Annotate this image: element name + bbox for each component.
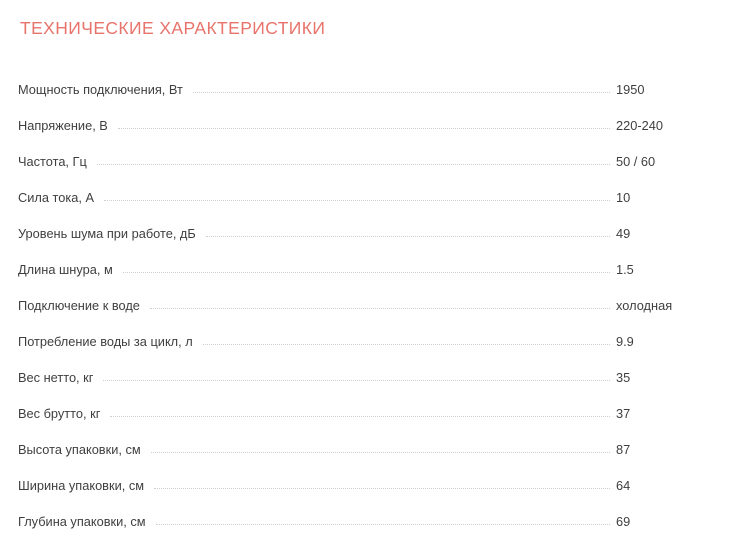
dot-leader (154, 488, 610, 489)
spec-label: Вес брутто, кг (18, 405, 101, 421)
dot-leader (103, 380, 610, 381)
spec-label: Напряжение, В (18, 117, 108, 133)
dot-leader (123, 272, 610, 273)
dot-leader (193, 92, 610, 93)
spec-label: Длина шнура, м (18, 261, 113, 277)
dot-leader (151, 452, 610, 453)
table-row (18, 385, 710, 421)
spec-value: 10 (616, 189, 631, 205)
spec-label: Мощность подключения, Вт (18, 81, 183, 97)
spec-value: холодная (616, 297, 673, 313)
spec-value: 37 (616, 405, 631, 421)
table-row (18, 133, 710, 169)
spec-label: Частота, Гц (18, 153, 87, 169)
spec-label: Ширина упаковки, см (18, 477, 145, 493)
table-row (18, 493, 710, 529)
spec-label: Сила тока, А (18, 189, 95, 205)
table-row (18, 61, 710, 97)
spec-value: 35 (616, 369, 631, 385)
dot-leader (110, 416, 610, 417)
spec-label: Уровень шума при работе, дБ (18, 225, 196, 241)
spec-value: 220-240 (616, 117, 663, 133)
spec-label: Глубина упаковки, см (18, 513, 146, 529)
table-row (18, 205, 710, 241)
dot-leader (104, 200, 610, 201)
spec-label: Подключение к воде (18, 297, 140, 313)
spec-label: Высота упаковки, см (18, 441, 141, 457)
dot-leader (118, 128, 610, 129)
table-row (18, 457, 710, 493)
table-row (18, 349, 710, 385)
dot-leader (206, 236, 610, 237)
dot-leader (97, 164, 610, 165)
spec-value: 1.5 (616, 261, 634, 277)
spec-value: 50 / 60 (616, 153, 656, 169)
spec-value: 87 (616, 441, 631, 457)
specifications-list (18, 61, 710, 529)
spec-value: 1950 (616, 81, 645, 97)
table-row (18, 421, 710, 457)
table-row (18, 169, 710, 205)
dot-leader (150, 308, 610, 309)
page-title: ТЕХНИЧЕСКИЕ ХАРАКТЕРИСТИКИ (20, 18, 326, 38)
spec-value: 49 (616, 225, 631, 241)
spec-label: Потребление воды за цикл, л (18, 333, 193, 349)
table-row (18, 97, 710, 133)
table-row (18, 241, 710, 277)
table-row (18, 277, 710, 313)
spec-value: 69 (616, 513, 631, 529)
spec-value: 9.9 (616, 333, 634, 349)
dot-leader (156, 524, 610, 525)
spec-value: 64 (616, 477, 631, 493)
spec-label: Вес нетто, кг (18, 369, 94, 385)
table-row (18, 313, 710, 349)
dot-leader (203, 344, 610, 345)
